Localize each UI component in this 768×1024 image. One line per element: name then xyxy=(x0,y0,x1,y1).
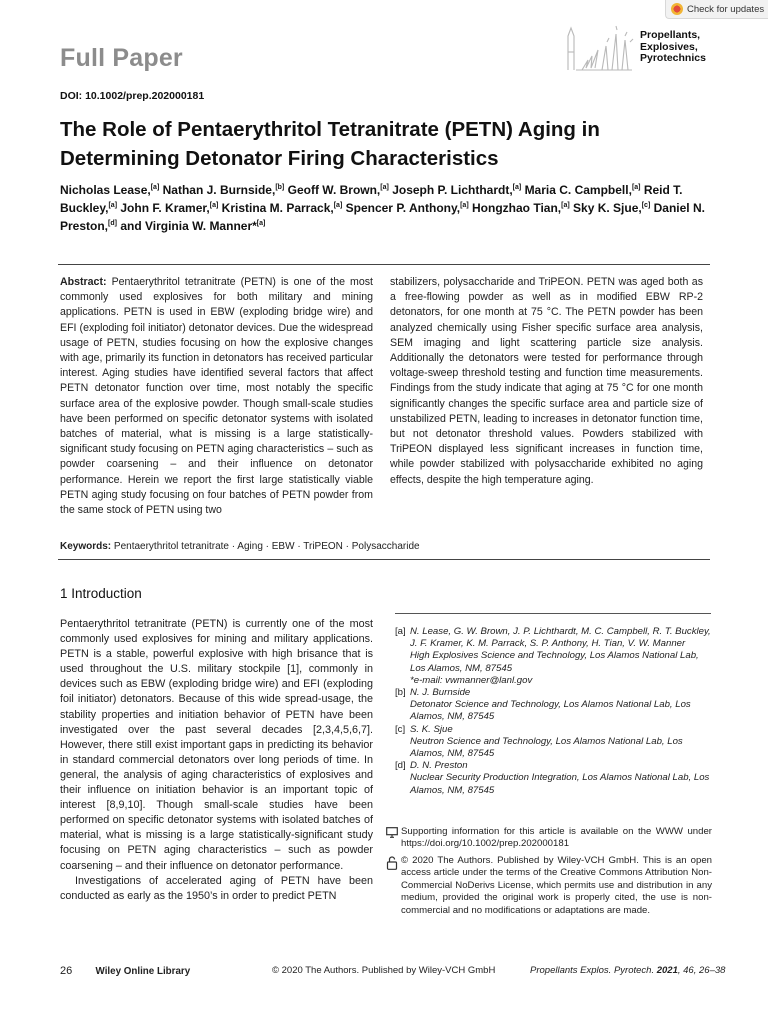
author-name: Sky K. Sjue, xyxy=(573,201,642,215)
author-name: Nathan J. Burnside, xyxy=(162,183,276,197)
affiliation-body xyxy=(410,760,711,797)
footer-citation xyxy=(530,965,725,976)
author-affiliation-marker: [a] xyxy=(631,184,641,191)
footer-copyright: © 2020 The Authors. Published by Wiley-VCH GmbH xyxy=(272,965,496,976)
author-name: Nicholas Lease, xyxy=(60,183,151,197)
abstract-text: stabilizers, polysaccharide and TriPEON. PETN was aged both as a free-flowing powder as well as in modified EBW RP-2 detonators, for one month at 75 °C. The PETN powder has been analyzed chemically using Fisher specific surface area analysis, SEM imaging and light scattering particle size analysis. Additionally the detonators were tested for performance through voltage-sweep threshold testing and function time measurements. Findings from the study indicate that aging at 75 °C for one month significantly changes the specific surface area and particle size of unstabilized PETN, leading to increases in detonator function time, but not detonator threshold values. Powders stabilized with TriPEON displayed less significant increases in function time, while powder stabilized with polysaccharide exhibited no aging effects, despite the high temperature aging. xyxy=(390,276,703,486)
journal-name-line: Propellants, xyxy=(640,29,701,41)
article-title xyxy=(60,115,710,173)
author-name: Geoff W. Brown, xyxy=(287,183,381,197)
affiliation-institution: Neutron Science and Technology, Los Alamos National Lab, Los Alamos, NM, 87545 xyxy=(410,735,683,760)
paragraph: Investigations of accelerated aging of PETN have been conducted as early as the 1950’s in order to predict PETN xyxy=(60,874,373,902)
keywords-line xyxy=(60,541,420,552)
corresponding-email[interactable]: *e-mail: vwmanner@lanl.gov xyxy=(410,674,533,686)
affiliation-item xyxy=(395,626,711,687)
author-affiliation-marker: [a] xyxy=(333,202,343,209)
author-name: John F. Kramer, xyxy=(120,201,210,215)
affiliation-item xyxy=(395,760,711,797)
monitor-icon xyxy=(386,826,401,851)
divider xyxy=(58,559,710,560)
affiliation-body xyxy=(410,626,711,687)
affiliation-key: [a] xyxy=(395,626,406,637)
author-affiliation-marker: [a] xyxy=(561,202,570,209)
keywords-text: Pentaerythritol tetranitrate · Aging · EBW · TriPEON · Polysaccharide xyxy=(113,541,420,552)
title-line: The Role of Pentaerythritol Tetranitrate (PETN) Aging in xyxy=(60,118,600,141)
author-name: and Virginia W. Manner* xyxy=(120,219,257,233)
affiliation-key: [d] xyxy=(395,760,406,772)
abstract-text: Pentaerythritol tetranitrate (PETN) is one of the most commonly used explosives for both military and mining applications. PETN is used in EBW (exploding bridge wire) and EFI (exploding foil initiator) detonator devices. Due the widespread usage of PETN, studies focusing on how the explosive changes with age, primarily its function in detonators has received particular interest. Aging studies have identified several factors that affect PETN detonator function over time, most notably the specific surface area of the explosive powder. Though small-scale studies have been performed on specific detonator systems with isolated batches of material, what is missing is a large statistically-significant study focusing on PETN aging characteristics – such as powder coarsening – and their influence on detonator performance. Herein we report the first large statistically viable PETN aging study focusing on four batches of PETN powder from the same stock of PETN using two xyxy=(60,276,373,517)
citation-journal: Propellants Explos. Pyrotech. xyxy=(530,965,655,976)
author-name: Reid T. Buckley, xyxy=(60,183,683,215)
affiliation-key: [c] xyxy=(395,723,406,735)
author-name: Daniel N. Preston, xyxy=(60,201,705,233)
author-affiliation-marker: [b] xyxy=(275,184,285,191)
crossmark-icon xyxy=(671,3,683,15)
author-name: Joseph P. Lichthardt, xyxy=(392,183,513,197)
affiliation-names: N. Lease, G. W. Brown, J. P. Lichthardt, M. C. Campbell, R. T. Buckley, J. F. Kramer, K. M. Parrack, S. P. Anthony, H. Tian, V. W. Manner xyxy=(410,626,711,650)
author-name: Kristina M. Parrack, xyxy=(221,201,334,215)
affiliation-institution: Detonator Science and Technology, Los Alamos National Lab, Los Alamos, NM, 87545 xyxy=(410,699,691,723)
page-number-group xyxy=(60,965,190,977)
paragraph: Pentaerythritol tetranitrate (PETN) is currently one of the most commonly used explosives for mining and military applications. PETN is a stable, powerful explosive with high brisance that is used throughout the U.S. military stockpile [1], commonly in devices such as EBW (exploding bridge wire) and EFI (exploding foil initiator) detonators. Because of this wide spread-usage, the stability properties and initiation behavior of PETN have been investigated over the past several decades [2,3,4,5,6,7]. However, there still exist important gaps in predicting its behavior in standard commercial detonators over long periods of time. In general, the analysis of aging characteristics of explosives and their influence on initiation behavior is an important topic of interest [8,9,10]. Though small-scale studies have been performed on specific detonator systems with isolated batches of material, what is missing is a large statistically-significant study focusing on PETN aging characteristics – such as powder coarsening – and their influence on detonator performance. xyxy=(60,618,373,872)
introduction-body xyxy=(60,617,373,904)
author-affiliation-marker: [a] xyxy=(150,184,160,191)
affiliation-key: [b] xyxy=(395,687,406,699)
license-note xyxy=(386,855,712,917)
author-name: Spencer P. Anthony, xyxy=(345,201,461,215)
fireworks-logo-icon xyxy=(562,22,637,74)
author-affiliation-marker: [a] xyxy=(108,202,118,209)
affiliation-body xyxy=(410,724,711,761)
page-number: 26 xyxy=(60,965,73,977)
open-access-icon xyxy=(386,855,401,917)
supporting-info-text: Supporting information for this article is available on the WWW under https://doi.org/10.1002/prep.202000181 xyxy=(401,826,712,850)
supporting-info-note xyxy=(386,826,712,851)
doi-line: DOI: 10.1002/prep.202000181 xyxy=(60,90,205,102)
journal-name xyxy=(640,30,706,65)
affiliation-divider xyxy=(395,613,711,614)
author-affiliation-marker: [c] xyxy=(641,202,651,209)
author-affiliation-marker: [a] xyxy=(460,202,469,209)
author-name: Maria C. Campbell, xyxy=(524,183,632,197)
check-for-updates-button[interactable] xyxy=(665,0,768,19)
title-line: Determining Detonator Firing Characteristics xyxy=(60,147,499,170)
author-list xyxy=(60,181,720,235)
keywords-label: Keywords: xyxy=(60,541,112,552)
affiliations xyxy=(395,626,711,797)
abstract-column-left xyxy=(60,275,373,518)
citation-volume-pages: , 46, 26–38 xyxy=(677,965,726,976)
author-affiliation-marker: [a] xyxy=(512,184,522,191)
author-name: Hongzhao Tian, xyxy=(472,201,562,215)
divider xyxy=(58,264,710,265)
abstract-label: Abstract: xyxy=(60,276,107,288)
author-affiliation-marker: [a] xyxy=(209,202,219,209)
affiliation-names: D. N. Preston xyxy=(410,760,468,772)
affiliation-body xyxy=(410,687,711,724)
affiliation-item xyxy=(395,687,711,724)
journal-logo xyxy=(562,22,712,74)
affiliation-institution: High Explosives Science and Technology, Los Alamos National Lab, Los Alamos, NM, 87545 xyxy=(410,650,699,674)
affiliation-names: S. K. Sjue xyxy=(410,723,453,735)
check-updates-label: Check for updates xyxy=(687,3,765,15)
journal-name-line: Pyrotechnics xyxy=(640,52,706,64)
wiley-online-library-link[interactable]: Wiley Online Library xyxy=(95,966,191,977)
abstract-column-right xyxy=(390,275,703,488)
citation-year: 2021 xyxy=(656,965,678,976)
article-type-label: Full Paper xyxy=(60,44,183,72)
author-affiliation-marker: [a] xyxy=(380,184,389,191)
affiliation-institution: Nuclear Security Production Integration, Los Alamos National Lab, Los Alamos, NM, 87545 xyxy=(410,772,710,796)
journal-name-line: Explosives, xyxy=(640,40,698,53)
affiliation-names: N. J. Burnside xyxy=(410,687,471,699)
license-text: © 2020 The Authors. Published by Wiley-VCH GmbH. This is an open access article under the terms of the Creative Commons Attribution Non-Commercial NoDerivs License, which permits use and distribution in any medium, provided the original work is properly cited, the use is non-commercial and no modifications or adaptations are made. xyxy=(401,855,712,916)
author-affiliation-marker: [d] xyxy=(108,220,117,227)
affiliation-item xyxy=(395,724,711,761)
author-affiliation-marker: [a] xyxy=(256,220,266,227)
section-heading: 1 Introduction xyxy=(60,586,142,601)
